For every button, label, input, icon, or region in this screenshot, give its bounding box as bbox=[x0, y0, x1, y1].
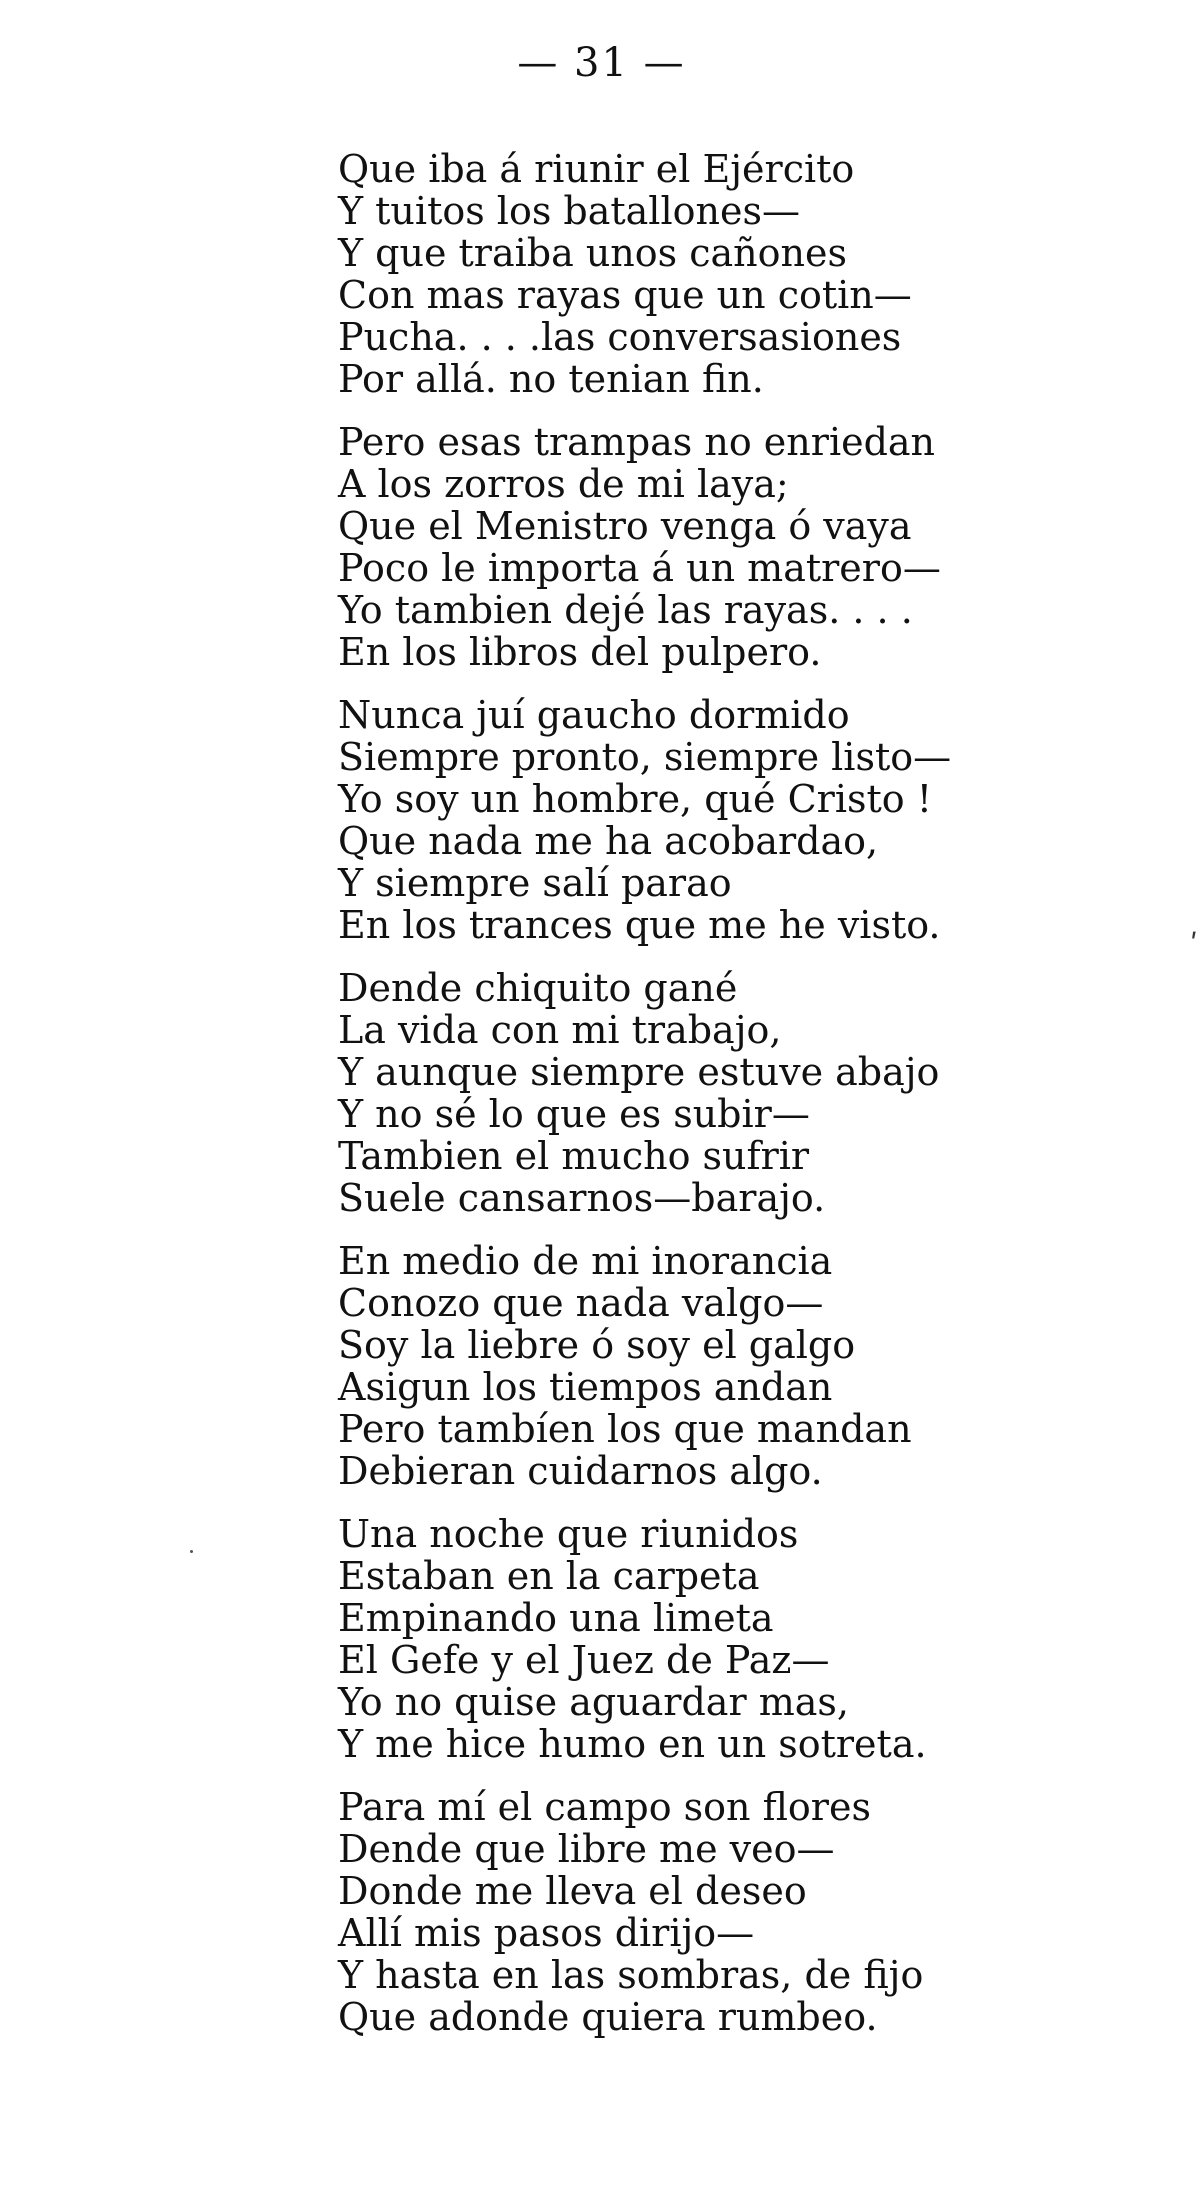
poem-line: Que adonde quiera rumbeo. bbox=[338, 1995, 878, 2039]
poem-line: Allí mis pasos dirijo— bbox=[338, 1911, 755, 1955]
poem-line: Y aunque siempre estuve abajo bbox=[338, 1050, 940, 1094]
poem-body bbox=[338, 148, 978, 2059]
poem-line: Una noche que riunidos bbox=[338, 1512, 799, 1556]
stanza bbox=[338, 694, 978, 946]
poem-line: En los trances que me he visto. bbox=[338, 903, 941, 947]
poem-line: Tambien el mucho sufrir bbox=[338, 1134, 810, 1178]
poem-line: Siempre pronto, siempre listo— bbox=[338, 735, 952, 779]
poem-line: Con mas rayas que un cotin— bbox=[338, 273, 912, 317]
poem-line: Nunca juí gaucho dormido bbox=[338, 693, 850, 737]
poem-line: Poco le importa á un matrero— bbox=[338, 546, 941, 590]
poem-line: Dende que libre me veo— bbox=[338, 1827, 835, 1871]
poem-line: En medio de mi inorancia bbox=[338, 1239, 833, 1283]
poem-line: Donde me lleva el deseo bbox=[338, 1869, 807, 1913]
stanza bbox=[338, 1786, 978, 2038]
poem-line: El Gefe y el Juez de Paz— bbox=[338, 1638, 830, 1682]
stanza bbox=[338, 967, 978, 1219]
stanza bbox=[338, 1240, 978, 1492]
poem-line: Y tuitos los batallones— bbox=[338, 189, 800, 233]
poem-line: Por allá. no tenian fin. bbox=[338, 357, 764, 401]
poem-line: Y me hice humo en un sotreta. bbox=[338, 1722, 927, 1766]
poem-line: Debieran cuidarnos algo. bbox=[338, 1449, 823, 1493]
poem-line: Yo no quise aguardar mas, bbox=[338, 1680, 849, 1724]
poem-line: Yo tambien dejé las rayas. . . . bbox=[338, 588, 913, 632]
poem-line: Asigun los tiempos andan bbox=[338, 1365, 833, 1409]
poem-line: Que nada me ha acobardao, bbox=[338, 819, 879, 863]
page-number: — 31 — bbox=[517, 40, 686, 86]
poem-line: Estaban en la carpeta bbox=[338, 1554, 760, 1598]
poem-line: Y hasta en las sombras, de fijo bbox=[338, 1953, 924, 1997]
poem-line: Que el Menistro venga ó vaya bbox=[338, 504, 912, 548]
stanza bbox=[338, 421, 978, 673]
stray-dot bbox=[190, 1550, 193, 1553]
poem-line: A los zorros de mi laya; bbox=[338, 462, 789, 506]
stanza bbox=[338, 1513, 978, 1765]
poem-line: Para mí el campo son flores bbox=[338, 1785, 871, 1829]
poem-line: La vida con mi trabajo, bbox=[338, 1008, 782, 1052]
poem-line: Que iba á riunir el Ejército bbox=[338, 147, 855, 191]
poem-line: Y que traiba unos cañones bbox=[338, 231, 847, 275]
stray-accent-mark: ʹ bbox=[1190, 928, 1198, 961]
poem-line: Dende chiquito gané bbox=[338, 966, 738, 1010]
poem-line: Y no sé lo que es subir— bbox=[338, 1092, 810, 1136]
poem-line: Pero tambíen los que mandan bbox=[338, 1407, 912, 1451]
poem-line: Yo soy un hombre, qué Cristo ! bbox=[338, 777, 932, 821]
poem-line: Pero esas trampas no enriedan bbox=[338, 420, 936, 464]
poem-line: En los libros del pulpero. bbox=[338, 630, 822, 674]
poem-line: Suele cansarnos—barajo. bbox=[338, 1176, 826, 1220]
poem-line: Empinando una limeta bbox=[338, 1596, 774, 1640]
poem-line: Conozo que nada valgo— bbox=[338, 1281, 824, 1325]
poem-line: Pucha. . . .las conversasiones bbox=[338, 315, 902, 359]
stanza bbox=[338, 148, 978, 400]
poem-line: Y siempre salí parao bbox=[338, 861, 732, 905]
poem-line: Soy la liebre ó soy el galgo bbox=[338, 1323, 856, 1367]
